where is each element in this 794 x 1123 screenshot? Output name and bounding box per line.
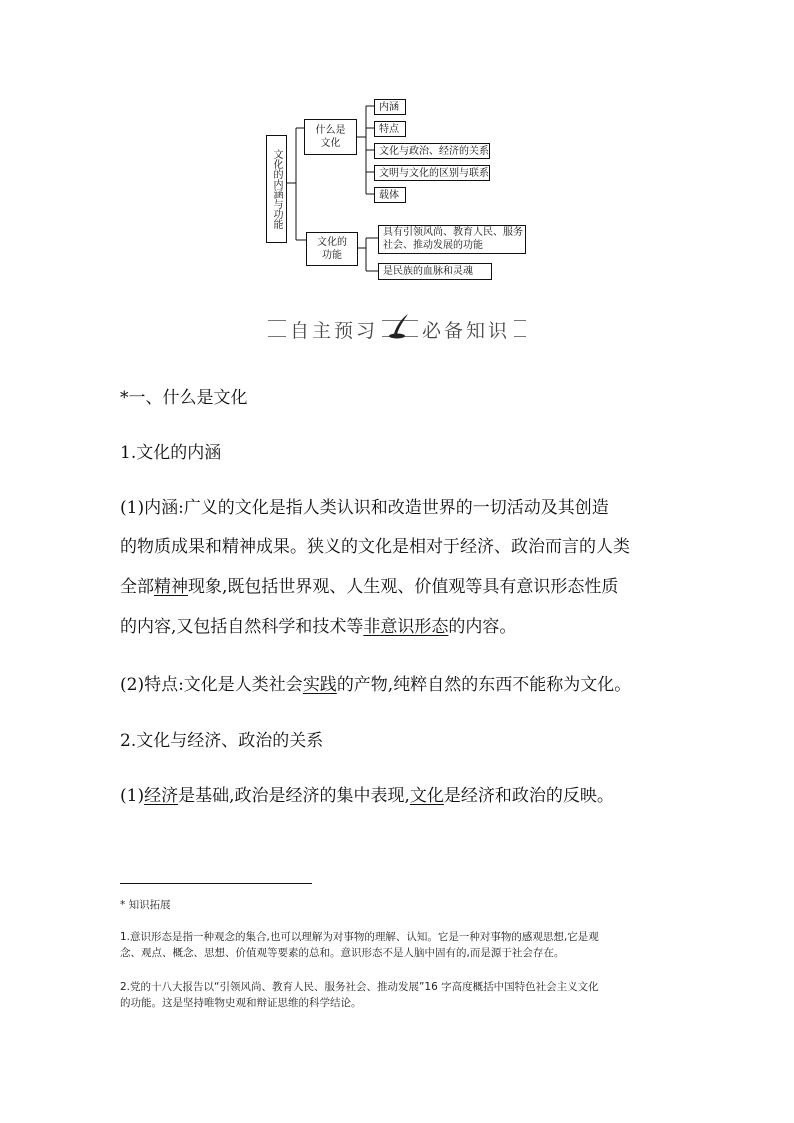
leaf-carrier-label: 载体 bbox=[379, 189, 399, 201]
branch-what-is-culture-line2: 文化 bbox=[320, 138, 341, 149]
p1-l4-text-b: 的内容。 bbox=[448, 617, 517, 637]
footnote-1-line-2: 念、观点、概念、思想、价值观等要素的总和。意识形态不是人脑中固有的,而是源于社会存在。 bbox=[120, 947, 565, 959]
leaf-civilization-vs-culture bbox=[374, 165, 490, 181]
leaf-carrier bbox=[374, 187, 406, 203]
paragraph-1-line-4 bbox=[120, 612, 516, 637]
footnote-2-line-1: 2.党的十八大报告以“引领风尚、教育人民、服务社会、推动发展”16 字高度概括中国特色社会主义文化 bbox=[120, 981, 599, 993]
p3-text-a: (1) bbox=[120, 786, 145, 806]
p1-l3-text-b: 现象,既包括世界观、人生观、价值观等具有意识形态性质 bbox=[188, 577, 619, 597]
quill-pen-icon bbox=[388, 312, 414, 340]
p2-text-a: (2)特点:文化是人类社会 bbox=[120, 675, 303, 695]
heading-culture-economy-politics: 2.文化与经济、政治的关系 bbox=[120, 731, 324, 751]
leaf-function-soul bbox=[378, 263, 492, 280]
p1-l3-text-a: 全部 bbox=[120, 577, 154, 597]
branch-culture-function bbox=[306, 232, 358, 266]
footnote-divider bbox=[120, 883, 312, 884]
leaf-function-guidance-line1: 具有引领风尚、教育人民、服务 bbox=[383, 227, 523, 238]
leaf-culture-politics-economy-label: 文化与政治、经济的关系 bbox=[379, 145, 489, 157]
leaf-connotation bbox=[374, 99, 406, 115]
branch-what-is-culture-line1: 什么是 bbox=[315, 125, 346, 136]
leaf-features bbox=[374, 121, 406, 137]
p3-text-b: 是基础,政治是经济的集中表现, bbox=[178, 786, 410, 806]
branch-what-is-culture bbox=[304, 119, 357, 155]
answer-blank-culture: 文化 bbox=[409, 786, 444, 806]
leaf-connotation-label: 内涵 bbox=[379, 101, 399, 113]
root-node bbox=[266, 135, 287, 243]
section-title: *一、什么是文化 bbox=[120, 388, 248, 408]
paragraph-1-line-3 bbox=[120, 572, 618, 597]
leaf-function-guidance bbox=[378, 225, 526, 254]
footnote-2-line-2: 的功能。这是坚持唯物史观和辩证思维的科学结论。 bbox=[120, 997, 362, 1009]
branch-culture-function-line2: 功能 bbox=[322, 250, 342, 261]
heading-culture-connotation: 1.文化的内涵 bbox=[120, 443, 222, 463]
leaf-features-label: 特点 bbox=[379, 123, 399, 135]
answer-blank-economy: 经济 bbox=[144, 786, 179, 806]
section-banner bbox=[268, 312, 526, 342]
answer-blank-spirit: 精神 bbox=[154, 577, 188, 597]
answer-blank-practice: 实践 bbox=[302, 675, 337, 695]
leaf-civilization-vs-culture-label: 文明与文化的区别与联系 bbox=[379, 167, 489, 179]
answer-blank-non-ideology: 非意识形态 bbox=[363, 617, 449, 637]
footnote-1-line-1: 1.意识形态是指一种观念的集合,也可以理解为对事物的理解、认知。它是一种对事物的感观思想,它是观 bbox=[120, 931, 599, 943]
leaf-function-guidance-line2: 社会、推动发展的功能 bbox=[383, 240, 483, 251]
branch-culture-function-line1: 文化的 bbox=[317, 237, 347, 248]
banner-right-text: 必备知识 bbox=[418, 316, 514, 343]
paragraph-2 bbox=[120, 670, 631, 695]
p1-l4-text-a: 的内容,又包括自然科学和技术等 bbox=[120, 617, 364, 637]
leaf-function-soul-label: 是民族的血脉和灵魂 bbox=[383, 266, 473, 277]
concept-map bbox=[0, 0, 794, 300]
p3-text-c: 是经济和政治的反映。 bbox=[443, 786, 614, 806]
banner-left-text: 自主预习 bbox=[286, 316, 382, 343]
p2-text-b: 的产物,纯粹自然的东西不能称为文化。 bbox=[336, 675, 632, 695]
root-node-label: 文化的内涵与功能 bbox=[271, 149, 282, 229]
leaf-culture-politics-economy bbox=[374, 143, 490, 159]
paragraph-1-line-2: 的物质成果和精神成果。狭义的文化是相对于经济、政治而言的人类 bbox=[120, 537, 630, 557]
paragraph-3 bbox=[120, 781, 614, 806]
footnote-title: * 知识拓展 bbox=[120, 899, 171, 911]
paragraph-1-line-1: (1)内涵:广义的文化是指人类认识和改造世界的一切活动及其创造 bbox=[120, 498, 609, 518]
